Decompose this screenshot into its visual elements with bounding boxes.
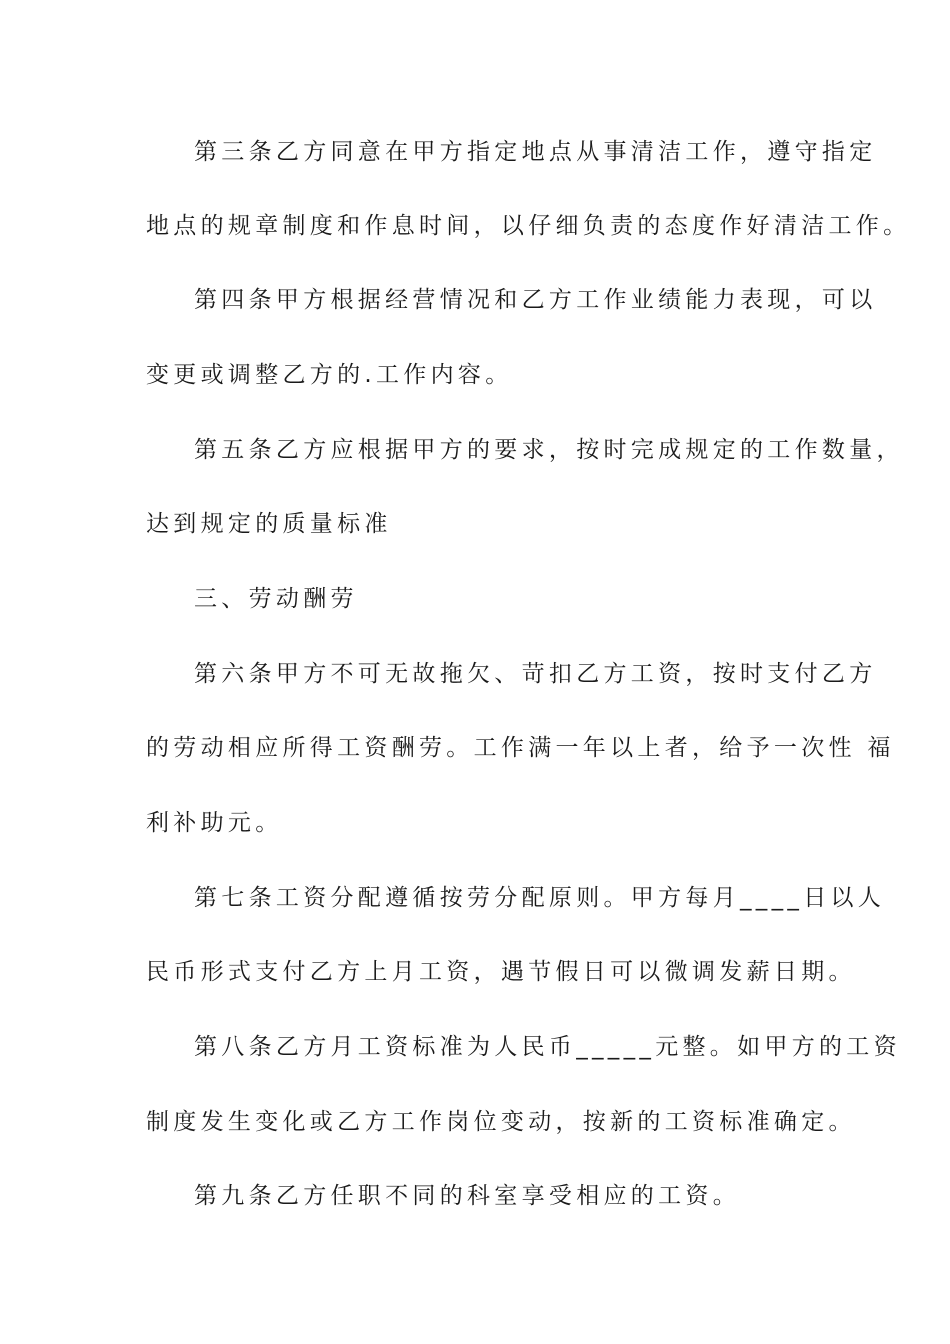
article-7-line-1: 第七条工资分配遵循按劳分配原则。甲方每月____日以人 <box>194 885 886 911</box>
section-heading-3: 三、劳动酬劳 <box>194 586 358 612</box>
article-4-line-1: 第四条甲方根据经营情况和乙方工作业绩能力表现，可以 <box>194 287 877 313</box>
article-3-line-2: 地点的规章制度和作息时间，以仔细负责的态度作好清洁工作。 <box>146 213 911 239</box>
article-5-line-2: 达到规定的质量标准 <box>146 511 392 537</box>
article-8-line-2: 制度发生变化或乙方工作岗位变动，按新的工资标准确定。 <box>146 1109 856 1135</box>
article-3-line-1: 第三条乙方同意在甲方指定地点从事清洁工作，遵守指定 <box>194 139 877 165</box>
article-7-line-2: 民币形式支付乙方上月工资，遇节假日可以微调发薪日期。 <box>146 959 856 985</box>
article-4-line-2: 变更或调整乙方的.工作内容。 <box>146 362 513 388</box>
article-8-line-1: 第八条乙方月工资标准为人民币_____元整。如甲方的工资 <box>194 1034 901 1060</box>
article-9-line-1: 第九条乙方任职不同的科室享受相应的工资。 <box>194 1183 740 1209</box>
article-6-line-3: 利补助元。 <box>146 810 283 836</box>
article-6-line-1: 第六条甲方不可无故拖欠、苛扣乙方工资，按时支付乙方 <box>194 661 877 687</box>
article-6-line-2: 的劳动相应所得工资酬劳。工作满一年以上者，给予一次性 福 <box>146 735 895 761</box>
article-5-line-1: 第五条乙方应根据甲方的要求，按时完成规定的工作数量， <box>194 437 904 463</box>
